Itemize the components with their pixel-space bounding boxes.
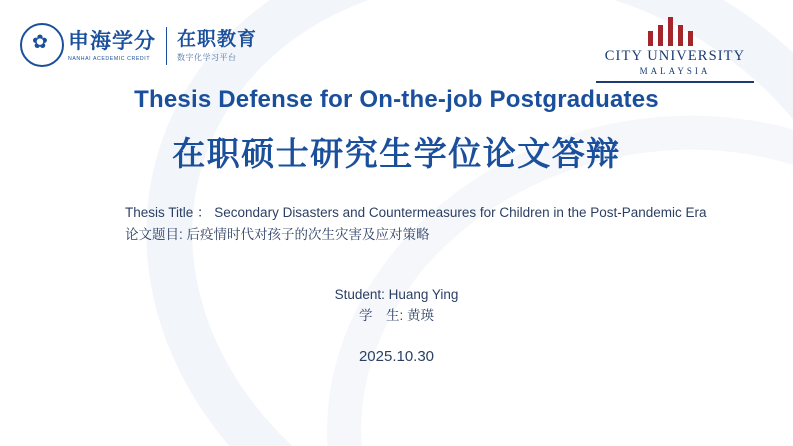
brand-tagline-block [177,29,257,64]
thesis-title-english: Thesis Title ： Secondary Disasters and Countermeasures for Children in the Post-Pandemic Era [125,205,707,220]
brand-tagline-cn: 在职教育 [177,28,258,50]
university-rule [596,81,754,83]
presentation-date: 2025.10.30 [358,348,435,365]
brand-name-cn: 申海学分 [68,29,156,54]
tower-bar [648,31,653,46]
slide-title-english: Thesis Defense for On-the-job Postgraduates [134,86,659,113]
university-logo [591,16,759,83]
slide-title-chinese: 在职硕士研究生学位论文答辩 [172,135,621,172]
thesis-title-block [125,203,745,246]
brand-divider [166,27,167,65]
brand-tagline-sub: 数字化学习平台 [177,53,237,63]
city-university-towers-icon [638,16,712,46]
university-location: MALAYSIA [639,66,711,77]
tower-bar [688,31,693,46]
thesis-title-chinese: 论文题目: 后疫情时代对孩子的次生灾害及应对策略 [125,227,430,243]
brand-logo-lockup [18,20,257,72]
emblem-leaf-glyph: ✿ [32,32,48,53]
leaf-emblem-icon [18,23,64,69]
student-name-chinese: 学 生: 黄瑛 [358,307,434,323]
student-name-english: Student: Huang Ying [334,287,459,302]
brand-name-block [68,30,156,61]
brand-name-en: NANHAI ACEDEMIC CREDIT [68,55,151,62]
university-name: CITY UNIVERSITY [604,48,746,64]
tower-bar [678,25,683,46]
tower-bar [668,17,673,46]
student-block [0,285,793,327]
tower-bar [658,25,663,46]
